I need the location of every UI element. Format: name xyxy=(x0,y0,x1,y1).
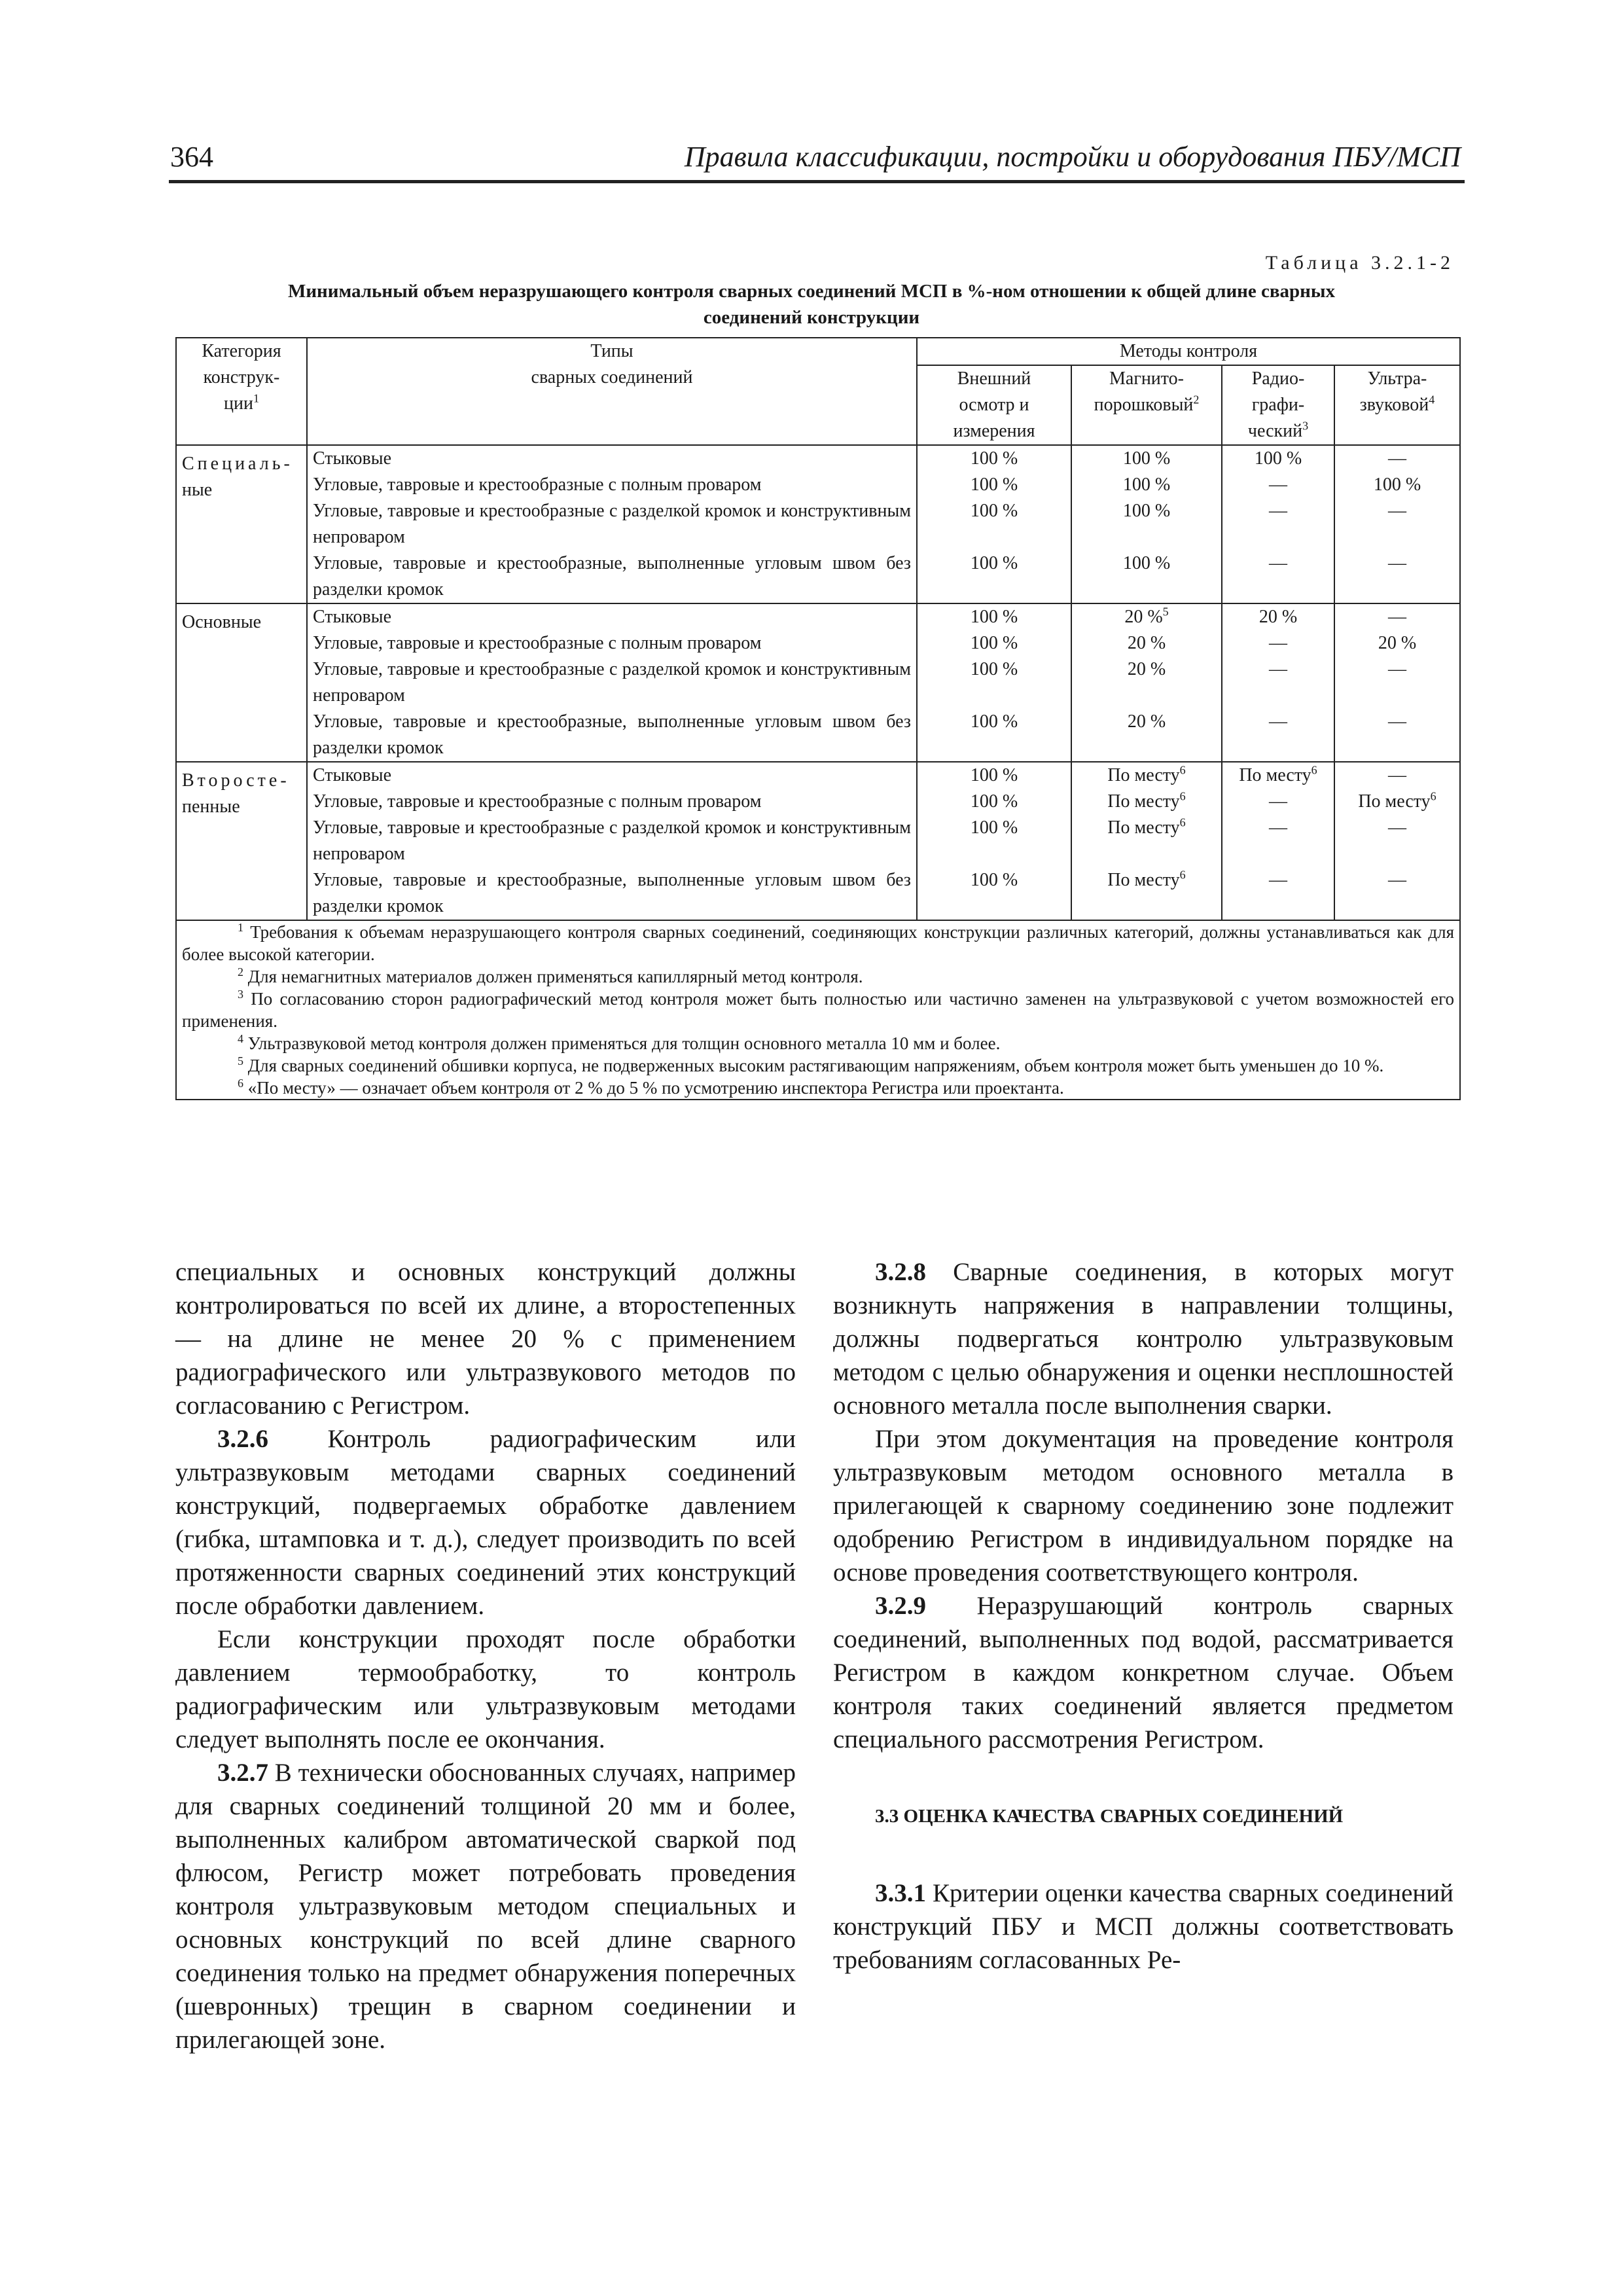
table-caption-line: соединений конструкции xyxy=(703,307,920,328)
header-radiographic: Радио- графи- ческий$^3$ xyxy=(1222,365,1334,445)
footnote: $^4$ Ультразвуковой метод контроля должен применяться для толщин основного металла 10 мм и более. xyxy=(238,1032,1001,1053)
table-notes-row xyxy=(176,920,1460,1100)
magnetic-values: По месту$^6$ По месту$^6$ По месту$^6$ По месту$^6$ xyxy=(1071,762,1222,920)
paragraph-3-2-8: 3.2.8 Сварные соединения, в которых могут возникнуть напряжения в направлении толщины, должны подвергаться контролю ультразвуковым методом с целью обнаружения и оценки несплошностей основного металла после выполнения сварки. xyxy=(833,1258,1454,1420)
footnote: $^6$ «По месту» — означает объем контроля от 2 % до 5 % по усмотрению инспектора Регистра или проектанта. xyxy=(238,1077,1064,1098)
header-magnetic: Магнито- порошковый$^2$ xyxy=(1071,365,1222,445)
header-category: Категория конструк- ции$^1$ xyxy=(176,338,307,445)
category-cell: Основные xyxy=(176,603,307,762)
table-caption-line: Минимальный объем неразрушающего контроля сварных соединений МСП в %-ном отношении к общей длине сварных xyxy=(287,281,1336,302)
header-joint-types: Типы сварных соединений xyxy=(307,338,917,445)
visual-values: 100 % 100 % 100 % 100 % xyxy=(917,762,1071,920)
paragraph: При этом документация на проведение контроля ультразвуковым методом основного металла в прилегающей к сварному соединению зоне подлежит одобрению Регистром в индивидуальном порядке на основе проведения соответствующего контроля. xyxy=(833,1425,1454,1587)
paragraph: Если конструкции проходят после обработки давлением термообработку, то контроль радиографическим или ультразвуковым методами следует выполнять после ее окончания. xyxy=(175,1625,796,1753)
section-heading: 3.3 ОЦЕНКА КАЧЕСТВА СВАРНЫХ СОЕДИНЕНИЙ xyxy=(875,1806,1344,1827)
header-visual: Внешний осмотр и измерения xyxy=(917,365,1071,445)
magnetic-values: 100 % 100 % 100 % 100 % xyxy=(1071,445,1222,603)
joint-types-cell: Стыковые Угловые, тавровые и крестообразные с полным проваром Угловые, тавровые и крестообразные с разделкой кромок и конструктивным непроваром Угловые, тавровые и крестообразные, выполненные угловым швом без разделки кромок xyxy=(307,762,917,920)
page-header xyxy=(169,141,1465,183)
right-column xyxy=(833,1255,1454,1977)
paragraph-3-3-1: 3.3.1 Критерии оценки качества сварных соединений конструкций ПБУ и МСП должны соответствовать требованиям согласованных Ре- xyxy=(833,1879,1454,1974)
table-number: Таблица 3.2.1-2 xyxy=(1265,252,1454,274)
header-ultrasonic: Ультра- звуковой$^4$ xyxy=(1334,365,1460,445)
visual-values: 100 % 100 % 100 % 100 % xyxy=(917,445,1071,603)
inspection-table xyxy=(175,337,1461,1100)
header-methods: Методы контроля xyxy=(917,338,1460,365)
magnetic-values: 20 %$^5$ 20 % 20 % 20 % xyxy=(1071,603,1222,762)
paragraph-3-2-6: 3.2.6 Контроль радиографическим или ультразвуковым методами сварных соединений конструкций, подвергаемых обработке давлением (гибка, штамповка и т. д.), следует производить по всей протяженности сварных соединений этих конструкций после обработки давлением. xyxy=(175,1425,796,1620)
visual-values: 100 % 100 % 100 % 100 % xyxy=(917,603,1071,762)
footnote: $^3$ По согласованию сторон радиографический метод контроля может быть полностью или частично заменен на ультразвуковой с учетом возможностей его применения. xyxy=(182,988,1454,1031)
table-row xyxy=(176,603,1460,762)
joint-types-cell: Стыковые Угловые, тавровые и крестообразные с полным проваром Угловые, тавровые и крестообразные с разделкой кромок и конструктивным непроваром Угловые, тавровые и крестообразные, выполненные угловым швом без разделки кромок xyxy=(307,445,917,603)
left-column xyxy=(175,1255,796,2056)
ultrasonic-values: — 100 % — — xyxy=(1334,445,1460,603)
footnote: $^1$ Требования к объемам неразрушающего контроля сварных соединений, соединяющих конструкции различных категорий, должны устанавливаться как для более высокой категории. xyxy=(182,921,1454,964)
radiographic-values: 100 % — — — xyxy=(1222,445,1334,603)
ultrasonic-values: — По месту$^6$ — — xyxy=(1334,762,1460,920)
footnote: $^2$ Для немагнитных материалов должен применяться капиллярный метод контроля. xyxy=(238,965,863,986)
page-number: 364 xyxy=(170,141,213,173)
radiographic-values: 20 % — — — xyxy=(1222,603,1334,762)
table-caption xyxy=(190,278,1433,331)
category-cell: Специаль- ные xyxy=(176,445,307,603)
radiographic-values: По месту$^6$ — — — xyxy=(1222,762,1334,920)
footnote: $^5$ Для сварных соединений обшивки корпуса, не подверженных высоким растягивающим напряжениям, объем контроля может быть уменьшен до 10 %. xyxy=(238,1054,1384,1075)
paragraph-3-2-9: 3.2.9 Неразрушающий контроль сварных соединений, выполненных под водой, рассматривается Регистром в каждом конкретном случае. Объем контроля таких соединений является предметом специального рассмотрения Регистром. xyxy=(833,1592,1454,1753)
paragraph: специальных и основных конструкций должны контролироваться по всей их длине, а второстепенных — на длине не менее 20 % с применением радиографического или ультразвукового методов по согласованию с Регистром. xyxy=(175,1258,796,1420)
table-row xyxy=(176,445,1460,603)
joint-types-cell: Стыковые Угловые, тавровые и крестообразные с полным проваром Угловые, тавровые и крестообразные с разделкой кромок и конструктивным непроваром Угловые, тавровые и крестообразные, выполненные угловым швом без разделки кромок xyxy=(307,603,917,762)
running-title: Правила классификации, постройки и оборудования ПБУ/МСП xyxy=(684,141,1461,173)
table-row xyxy=(176,762,1460,920)
paragraph-3-2-7: 3.2.7 В технически обоснованных случаях, например для сварных соединений толщиной 20 мм и более, выполненных калибром автоматической сваркой под флюсом, Регистр может потребовать проведения контроля ультразвуковым методом специальных и основных конструкций по всей длине сварного соединения только на предмет обнаружения поперечных (шевронных) трещин в сварном соединении и прилегающей зоне. xyxy=(175,1759,796,2054)
ultrasonic-values: — 20 % — — xyxy=(1334,603,1460,762)
table-notes xyxy=(176,920,1460,1100)
category-cell: Второсте- пенные xyxy=(176,762,307,920)
